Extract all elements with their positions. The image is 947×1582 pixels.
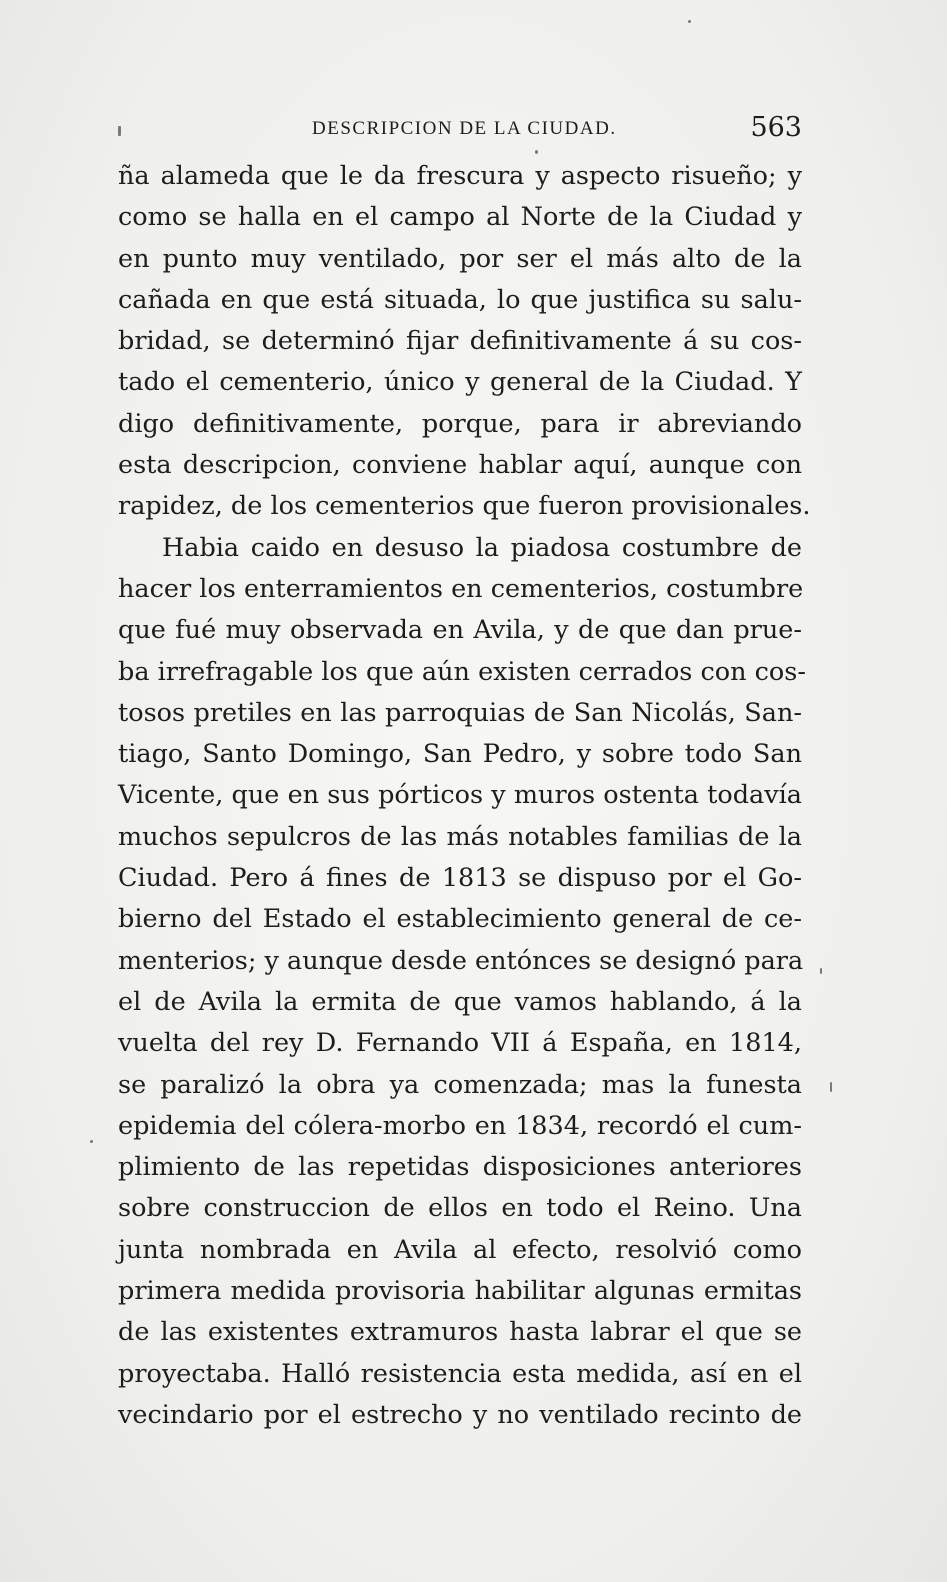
text-line: rapidez, de los cementerios que fueron provisionales. xyxy=(118,491,811,522)
text-line: cañada en que está situada, lo que justifica su salu- xyxy=(118,284,802,315)
text-line: tosos pretiles en las parroquias de San Nicolás, San- xyxy=(118,697,802,728)
text-line: ba irrefragable los que aún existen cerrados con cos- xyxy=(118,656,806,687)
text-line: ña alameda que le da frescura y aspecto risueño; y xyxy=(118,161,802,191)
text-line: como se halla en el campo al Norte de la Ciudad y xyxy=(118,202,802,233)
text-line: de las existentes extramuros hasta labrar el que se xyxy=(118,1317,802,1348)
body-text xyxy=(118,156,811,1436)
paper-speck xyxy=(90,1140,93,1143)
paper-speck xyxy=(688,20,691,23)
text-line: hacer los enterramientos en cementerios, costumbre xyxy=(118,573,804,604)
paper-speck xyxy=(830,1082,832,1092)
text-line: proyectaba. Halló resistencia esta medida, así en el xyxy=(118,1358,802,1389)
text-line: sobre construccion de ellos en todo el Reino. Una xyxy=(118,1193,802,1224)
text-line: digo definitivamente, porque, para ir abreviando xyxy=(118,408,802,439)
text-line: vecindario por el estrecho y no ventilado recinto de xyxy=(118,1399,802,1430)
paper-speck xyxy=(118,126,121,136)
text-line: muchos sepulcros de las más notables familias de la xyxy=(118,821,802,852)
text-line: epidemia del cólera-morbo en 1834, recordó el cum- xyxy=(118,1110,802,1141)
text-line: plimiento de las repetidas disposiciones anteriores xyxy=(118,1152,802,1183)
running-title: DESCRIPCION DE LA CIUDAD. xyxy=(312,118,617,139)
text-line: primera medida provisoria habilitar algunas ermitas xyxy=(118,1276,802,1307)
text-line: bierno del Estado el establecimiento general de ce- xyxy=(118,904,802,935)
text-line: Ciudad. Pero á fines de 1813 se dispuso por el Go- xyxy=(118,863,802,894)
text-line: vuelta del rey D. Fernando VII á España, en 1814, xyxy=(118,1028,802,1059)
text-line: menterios; y aunque desde entónces se designó para xyxy=(118,945,804,976)
text-line: junta nombrada en Avila al efecto, resolvió como xyxy=(118,1234,802,1265)
paper-speck xyxy=(820,968,822,974)
text-line: el de Avila la ermita de que vamos hablando, á la xyxy=(118,986,802,1017)
text-line: esta descripcion, conviene hablar aquí, aunque con xyxy=(118,450,802,481)
text-line: Habia caido en desuso la piadosa costumbre de xyxy=(162,532,802,563)
page-number: 563 xyxy=(750,112,802,143)
text-line: tiago, Santo Domingo, San Pedro, y sobre todo San xyxy=(118,739,802,770)
text-line: tado el cementerio, único y general de la Ciudad. Y xyxy=(118,367,802,398)
paper-speck xyxy=(535,150,538,154)
page-header xyxy=(118,112,802,146)
text-line: en punto muy ventilado, por ser el más alto de la xyxy=(118,243,802,274)
text-line: Vicente, que en sus pórticos y muros ostenta todavía xyxy=(118,780,802,811)
text-line: se paralizó la obra ya comenzada; mas la funesta xyxy=(118,1069,802,1100)
text-line: que fué muy observada en Avila, y de que dan prue- xyxy=(118,615,802,646)
text-line: bridad, se determinó fijar definitivamente á su cos- xyxy=(118,326,802,357)
